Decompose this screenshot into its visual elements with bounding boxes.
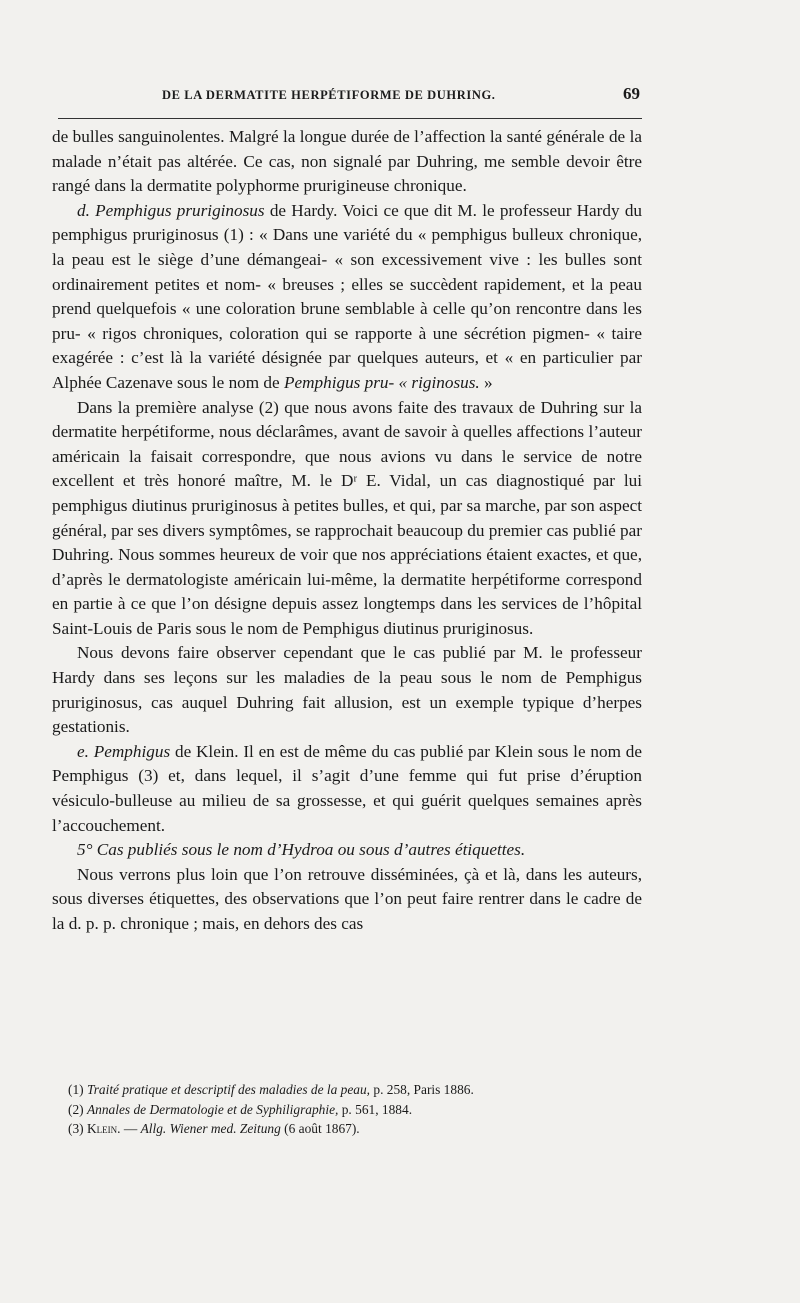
footnote-separator: — [120, 1121, 141, 1136]
page-number: 69 [623, 84, 640, 103]
footnote-text: (6 août 1867). [280, 1121, 360, 1136]
footnote-text: p. 561, 1884. [338, 1101, 413, 1117]
page-header [52, 84, 642, 108]
paragraph-text: Nous verrons plus loin que l’on retrouve disséminées, çà et là, dans les auteurs, sous diverses étiquettes, des observations que l’on peut faire rentrer dans le cadre de la d. p. p. chronique ; mais, en dehors des cas [52, 864, 642, 933]
body-text [52, 125, 642, 937]
footnote-title: Traité pratique et descriptif des maladies de la peau, [86, 1082, 371, 1097]
footnote-mark: (2) [68, 1101, 84, 1117]
footnote-mark: (1) [68, 1082, 84, 1097]
paragraph-text: de Klein. Il en est de même du cas publié par Klein sous le nom de Pemphigus (3) et, dans lequel, il s’agit d’une femme qui fut prise d’éruption vésiculo-bulleuse au milieu de sa grossesse, et qui guérit quelques semaines après l’accouchement. [52, 741, 642, 835]
paragraph-text: Dans la première analyse (2) que nous avons faite des travaux de Duhring sur la dermatite herpétiforme, nous déclarâmes, avant de savoir à quelles affections l’auteur américain la faisait correspondre, que nous avions vu dans le service de notre excellent et très honoré maître, M. le Dʳ E. Vidal, un cas diagnostiqué par lui pemphigus diutinus pruriginosus à petites bulles, et qui, par sa marche, par son aspect général, par ses divers symptômes, se rapprochait beaucoup du premier cas publié par Duhring. Nous sommes heureux de voir que nos appréciations étaient exactes, et que, d’après le dermatologiste américain lui-même, la dermatite herpétiforme correspond en partie à ce que l’on désigne depuis assez longtemps dans les services de l’hôpital Saint-Louis de Paris sous le nom de Pemphigus diutinus pruriginosus. [52, 397, 642, 638]
footnote-text: p. 258, Paris 1886. [370, 1082, 474, 1097]
paragraph-text: de bulles sanguinolentes. Malgré la longue durée de l’affection la santé générale de la malade n’était pas altérée. Ce cas, non signalé par Duhring, me semble devoir être rangé dans la dermatite polyphorme prurigineuse chronique. [52, 127, 642, 196]
footnote-2 [68, 1100, 642, 1120]
paragraph-text: de Hardy. Voici ce que dit M. le professeur Hardy du pemphigus pruriginosus (1) : « Dans une variété du « pemphigus bulleux chronique, la peau est le siège d’une démangeai- « son excessivement vive : les bulles sont ordinairement petites et nom- « breuses ; elles se succèdent rapidement, et la peau prend quelquefois « une coloration brune semblable à celle qu’on rencontre dans les pru- « rigos chroniques, coloration qui se rapporte à une sécrétion pigmen- « taire exagérée : c’est là la variété désignée par quelques auteurs, et « en particulier par Alphée Cazenave sous le nom de [52, 200, 643, 392]
footnote-author: Klein. [86, 1121, 121, 1136]
footnote-mark: (3) [68, 1121, 84, 1136]
section-heading [52, 838, 642, 863]
quote-close: » [479, 372, 493, 392]
item-label: e. [77, 741, 89, 761]
paragraph-continuation [52, 125, 642, 199]
section-heading-text: 5° Cas publiés sous le nom d’Hydroa ou sous d’autres étiquettes. [77, 840, 526, 860]
paragraph-text: Nous devons faire observer cependant que le cas publié par M. le professeur Hardy dans ses leçons sur les maladies de la peau sous le nom de Pemphigus pruriginosus, cas auquel Duhring fait allusion, est un exemple typique d’herpes gestationis. [52, 643, 642, 737]
item-title: Pemphigus pruriginosus [95, 200, 265, 220]
footnote-3 [68, 1119, 642, 1139]
footnote-1 [68, 1080, 642, 1100]
paragraph-observation [52, 641, 642, 739]
item-label: d. [77, 200, 90, 220]
running-title: DE LA DERMATITE HERPÉTIFORME DE DUHRING. [162, 88, 496, 102]
paragraph-analysis [52, 396, 642, 642]
paragraph-pemphigus-klein [52, 740, 642, 838]
footnote-title: Allg. Wiener med. Zeitung [140, 1121, 281, 1136]
header-rule [58, 118, 642, 119]
quoted-title: Pemphigus pru- « riginosus. [283, 372, 480, 392]
paragraph-final [52, 863, 642, 937]
footnotes [52, 1080, 642, 1139]
item-title: Pemphigus [93, 741, 171, 761]
paragraph-pemphigus-hardy [52, 199, 642, 396]
footnote-title: Annales de Dermatologie et de Syphiligraphie, [86, 1101, 339, 1117]
